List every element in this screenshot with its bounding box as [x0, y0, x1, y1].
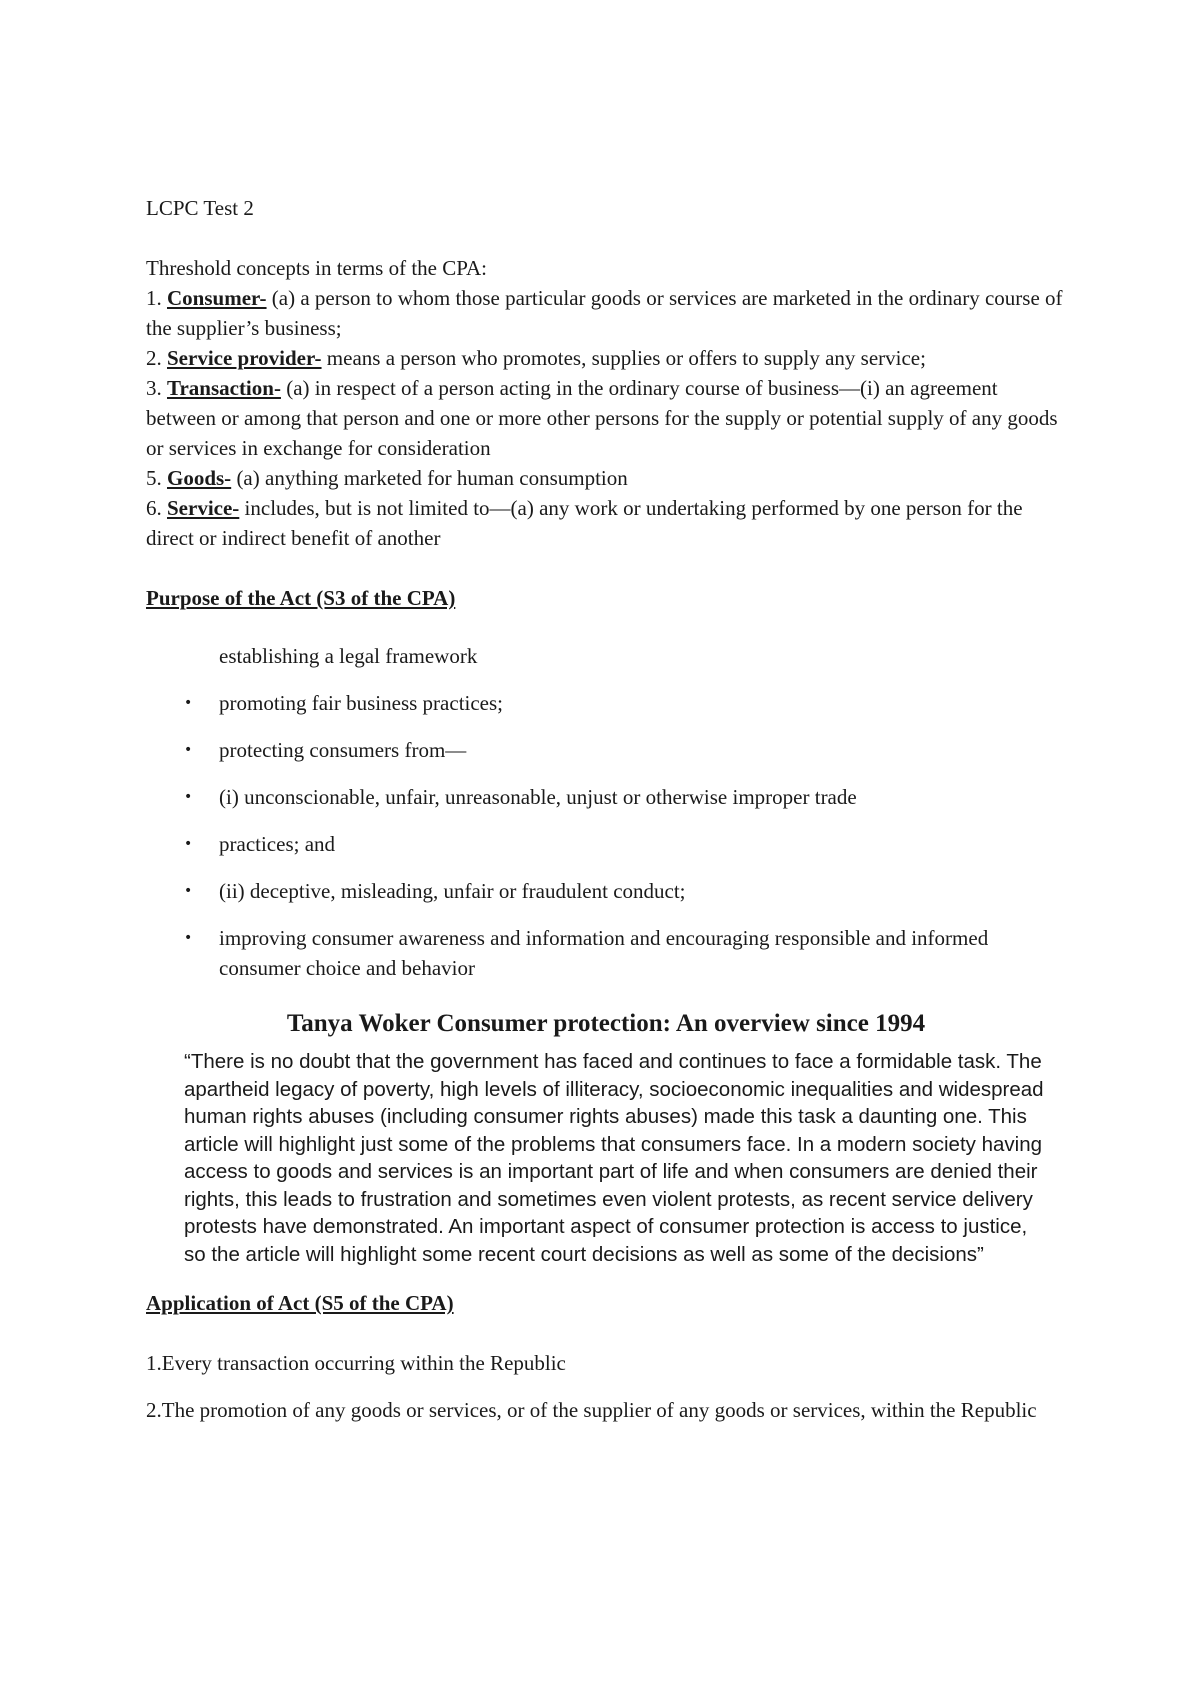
- threshold-item-goods: [146, 463, 1066, 493]
- spacer: [146, 613, 1066, 641]
- definition-text: (a) in respect of a person acting in the ordinary course of business—(i) an agreement between or among that person and one or more other persons for the supply or potential supply of any goods or services in exchange for consideration: [146, 376, 1058, 460]
- purpose-heading: Purpose of the Act (S3 of the CPA): [146, 586, 456, 610]
- spacer: [146, 1040, 1066, 1048]
- application-heading: Application of Act (S5 of the CPA): [146, 1291, 454, 1315]
- term-service-provider: Service provider-: [167, 346, 322, 370]
- threshold-item-service-provider: [146, 343, 1066, 373]
- purpose-bullet: [146, 782, 1066, 812]
- document-title: LCPC Test 2: [146, 196, 254, 220]
- purpose-bullet: [146, 688, 1066, 718]
- bullet-icon: •: [184, 789, 193, 805]
- term-consumer: Consumer-: [167, 286, 267, 310]
- term-goods: Goods-: [167, 466, 232, 490]
- item-number: 3.: [146, 376, 162, 400]
- term-service: Service-: [167, 496, 240, 520]
- purpose-bullet: [146, 923, 1066, 983]
- item-number: 2.: [146, 346, 162, 370]
- application-item: 1.Every transaction occurring within the Republic: [146, 1351, 566, 1375]
- spacer: [146, 1318, 1066, 1348]
- purpose-bullet: [146, 876, 1066, 906]
- bullet-icon: •: [184, 930, 193, 946]
- purpose-bullet-list: [146, 688, 1066, 983]
- item-number: 6.: [146, 496, 162, 520]
- purpose-first-line: establishing a legal framework: [219, 644, 478, 668]
- bullet-text: improving consumer awareness and information and encouraging responsible and informed consumer choice and behavior: [219, 926, 989, 980]
- threshold-item-service: [146, 493, 1066, 553]
- threshold-item-consumer: [146, 283, 1066, 343]
- bullet-text: (ii) deceptive, misleading, unfair or fraudulent conduct;: [219, 879, 686, 903]
- definition-text: (a) a person to whom those particular goods or services are marketed in the ordinary course of the supplier’s business;: [146, 286, 1063, 340]
- term-transaction: Transaction-: [167, 376, 281, 400]
- bullet-text: protecting consumers from—: [219, 738, 467, 762]
- spacer: [146, 1000, 1066, 1008]
- purpose-bullet: [146, 735, 1066, 765]
- threshold-item-transaction: [146, 373, 1066, 463]
- bullet-text: promoting fair business practices;: [219, 691, 504, 715]
- bullet-text: practices; and: [219, 832, 336, 856]
- threshold-intro: Threshold concepts in terms of the CPA:: [146, 256, 488, 280]
- spacer: [146, 553, 1066, 583]
- bullet-icon: •: [184, 742, 193, 758]
- item-number: 1.: [146, 286, 162, 310]
- definition-text: (a) anything marketed for human consumption: [231, 466, 628, 490]
- bullet-text: (i) unconscionable, unfair, unreasonable, unjust or otherwise improper trade: [219, 785, 857, 809]
- application-item: 2.The promotion of any goods or services, or of the supplier of any goods or services, within the Republic: [146, 1398, 1037, 1422]
- article-quote: “There is no doubt that the government has faced and continues to face a formidable task. The apartheid legacy of poverty, high levels of illiteracy, socioeconomic inequalities and widespread human rights abuses (including consumer rights abuses) made this task a daunting one. This article will highlight just some of the problems that consumers face. In a modern society having access to goods and services is an important part of life and when consumers are denied their rights, this leads to frustration and sometimes even violent protests, as recent service delivery protests have demonstrated. An important aspect of consumer protection is access to justice, so the article will highlight some recent court decisions as well as some of the decisions”: [184, 1050, 1044, 1266]
- spacer: [146, 223, 1066, 253]
- bullet-icon: •: [184, 695, 193, 711]
- document-page: [146, 193, 1066, 1425]
- bullet-icon: •: [184, 836, 193, 852]
- spacer: [146, 1378, 1066, 1395]
- definition-text: includes, but is not limited to—(a) any work or undertaking performed by one person for the direct or indirect benefit of another: [146, 496, 1023, 550]
- item-number: 5.: [146, 466, 162, 490]
- article-title: Tanya Woker Consumer protection: An overview since 1994: [286, 1010, 926, 1037]
- bullet-icon: •: [184, 883, 193, 899]
- definition-text: means a person who promotes, supplies or offers to supply any service;: [321, 346, 926, 370]
- spacer: [146, 1268, 1066, 1288]
- purpose-bullet: [146, 829, 1066, 859]
